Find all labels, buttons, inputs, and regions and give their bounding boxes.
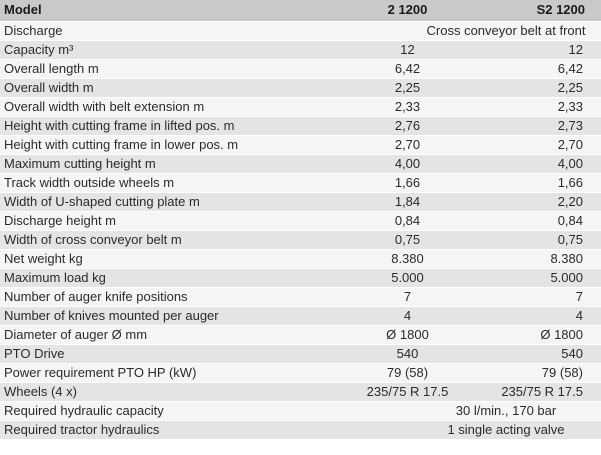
row-label: Overall width m bbox=[0, 78, 319, 97]
row-label: Capacity m³ bbox=[0, 40, 319, 59]
row-label: Net weight kg bbox=[0, 249, 319, 268]
row-value-b: 0,75 bbox=[460, 230, 601, 249]
table-header-row bbox=[0, 0, 601, 21]
row-value-b: 1,66 bbox=[460, 173, 601, 192]
table-row bbox=[0, 192, 601, 211]
row-label: Maximum cutting height m bbox=[0, 154, 319, 173]
row-value-a: 2,70 bbox=[319, 135, 460, 154]
row-value-a: 0,84 bbox=[319, 211, 460, 230]
table-row bbox=[0, 173, 601, 192]
row-value-b: 8.380 bbox=[460, 249, 601, 268]
table-row bbox=[0, 325, 601, 344]
row-label: Required hydraulic capacity bbox=[0, 401, 319, 420]
row-value-b: 12 bbox=[460, 40, 601, 59]
row-value-a: 4 bbox=[319, 306, 460, 325]
table-row bbox=[0, 78, 601, 97]
row-label: Overall width with belt extension m bbox=[0, 97, 319, 116]
table-row bbox=[0, 401, 601, 420]
row-label: Number of knives mounted per auger bbox=[0, 306, 319, 325]
row-label: Width of U-shaped cutting plate m bbox=[0, 192, 319, 211]
row-value-a: 79 (58) bbox=[319, 363, 460, 382]
header-label: Model bbox=[0, 0, 319, 21]
table-row bbox=[0, 306, 601, 325]
row-value-b: Ø 1800 bbox=[460, 325, 601, 344]
row-label: Number of auger knife positions bbox=[0, 287, 319, 306]
row-value-a: 6,42 bbox=[319, 59, 460, 78]
row-value-both: 30 l/min., 170 bar bbox=[319, 401, 601, 420]
row-value-a: 0,75 bbox=[319, 230, 460, 249]
header-model-b: S2 1200 bbox=[460, 0, 601, 21]
row-label: Power requirement PTO HP (kW) bbox=[0, 363, 319, 382]
table-row bbox=[0, 363, 601, 382]
table-row bbox=[0, 135, 601, 154]
header-model-a: 2 1200 bbox=[319, 0, 460, 21]
row-value-a: 7 bbox=[319, 287, 460, 306]
table-row bbox=[0, 40, 601, 59]
row-label: Overall length m bbox=[0, 59, 319, 78]
row-value-both: 1 single acting valve bbox=[319, 420, 601, 439]
row-label: Track width outside wheels m bbox=[0, 173, 319, 192]
row-value-b: 540 bbox=[460, 344, 601, 363]
table-row bbox=[0, 249, 601, 268]
row-value-b: 6,42 bbox=[460, 59, 601, 78]
row-value-b: 2,20 bbox=[460, 192, 601, 211]
row-value-a: 5.000 bbox=[319, 268, 460, 287]
row-value-a: 8.380 bbox=[319, 249, 460, 268]
table-row bbox=[0, 268, 601, 287]
table-row bbox=[0, 230, 601, 249]
row-label: Maximum load kg bbox=[0, 268, 319, 287]
row-label: Height with cutting frame in lower pos. m bbox=[0, 135, 319, 154]
row-value-b: 0,84 bbox=[460, 211, 601, 230]
row-value-b: 235/75 R 17.5 bbox=[460, 382, 601, 401]
row-value-a: 2,76 bbox=[319, 116, 460, 135]
row-label: Diameter of auger Ø mm bbox=[0, 325, 319, 344]
row-value-b: 4 bbox=[460, 306, 601, 325]
row-value-a: 2,25 bbox=[319, 78, 460, 97]
row-value-b: 5.000 bbox=[460, 268, 601, 287]
table-row bbox=[0, 59, 601, 78]
row-value-both: Cross conveyor belt at front bbox=[319, 21, 601, 40]
row-label: PTO Drive bbox=[0, 344, 319, 363]
row-value-b: 79 (58) bbox=[460, 363, 601, 382]
row-label: Discharge height m bbox=[0, 211, 319, 230]
table-row bbox=[0, 344, 601, 363]
row-value-a: 12 bbox=[319, 40, 460, 59]
row-label: Wheels (4 x) bbox=[0, 382, 319, 401]
table-row bbox=[0, 97, 601, 116]
row-value-a: 235/75 R 17.5 bbox=[319, 382, 460, 401]
row-value-b: 2,73 bbox=[460, 116, 601, 135]
row-value-b: 2,33 bbox=[460, 97, 601, 116]
table-row bbox=[0, 21, 601, 40]
table-row bbox=[0, 154, 601, 173]
row-value-b: 2,25 bbox=[460, 78, 601, 97]
row-label: Required tractor hydraulics bbox=[0, 420, 319, 439]
row-label: Width of cross conveyor belt m bbox=[0, 230, 319, 249]
table-row bbox=[0, 211, 601, 230]
row-value-a: Ø 1800 bbox=[319, 325, 460, 344]
row-value-b: 7 bbox=[460, 287, 601, 306]
table-row bbox=[0, 420, 601, 439]
row-value-a: 1,84 bbox=[319, 192, 460, 211]
row-value-a: 2,33 bbox=[319, 97, 460, 116]
row-value-b: 2,70 bbox=[460, 135, 601, 154]
row-value-a: 540 bbox=[319, 344, 460, 363]
row-value-a: 4,00 bbox=[319, 154, 460, 173]
table-row bbox=[0, 382, 601, 401]
row-label: Discharge bbox=[0, 21, 319, 40]
row-value-b: 4,00 bbox=[460, 154, 601, 173]
table-row bbox=[0, 287, 601, 306]
table-row bbox=[0, 116, 601, 135]
row-value-a: 1,66 bbox=[319, 173, 460, 192]
row-label: Height with cutting frame in lifted pos. m bbox=[0, 116, 319, 135]
